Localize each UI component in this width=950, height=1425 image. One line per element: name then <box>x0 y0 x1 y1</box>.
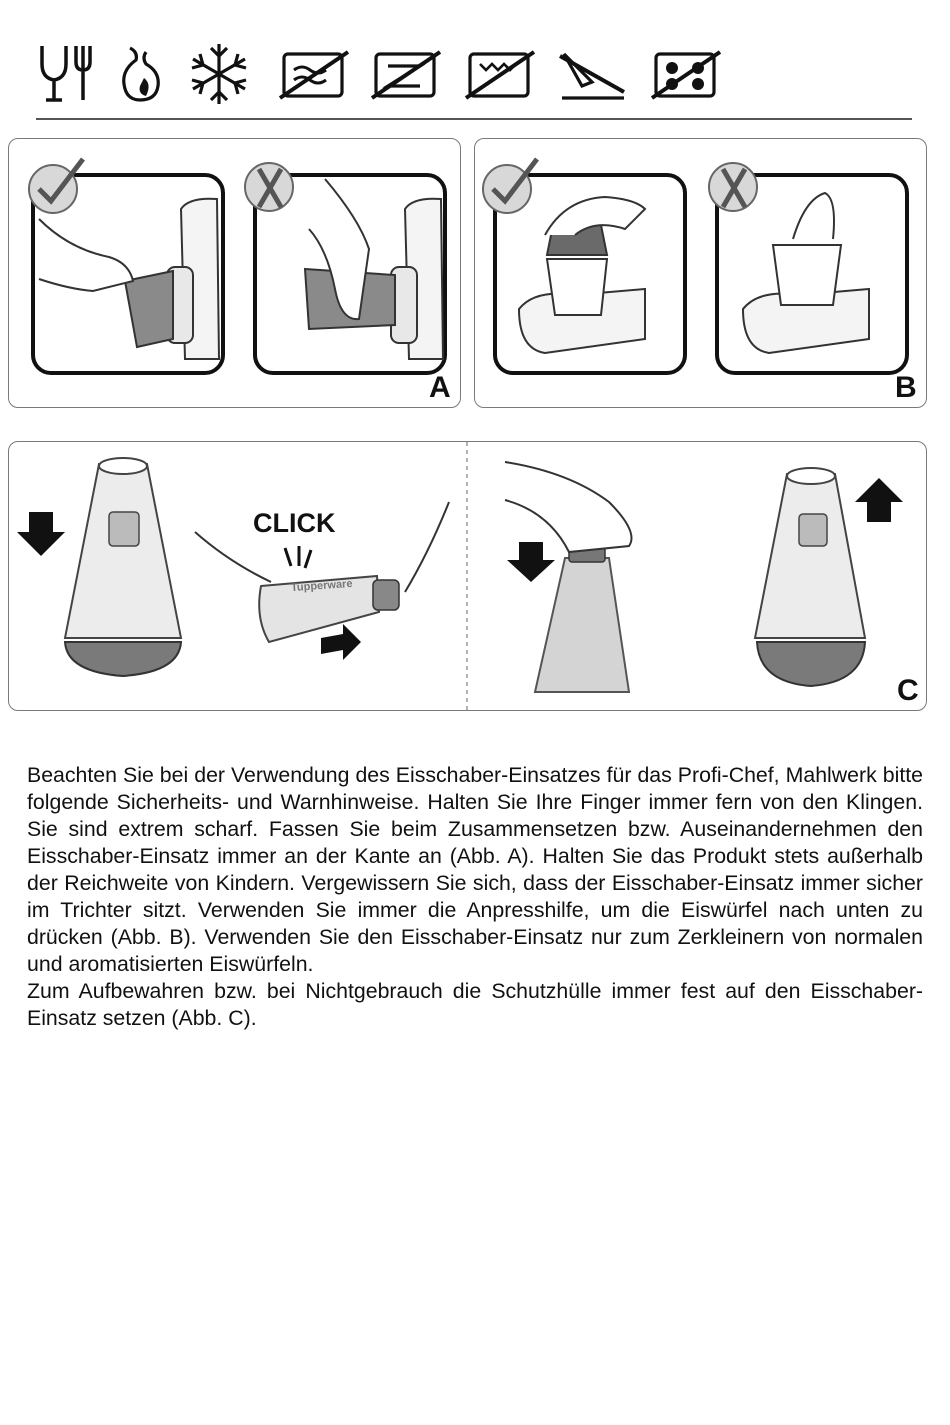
no-microwave-grill-icon <box>372 48 442 102</box>
no-hob-icon <box>652 48 722 102</box>
figure-a-panel <box>8 138 461 408</box>
freezer-icon <box>186 42 252 106</box>
no-knife-icon <box>558 46 628 104</box>
figure-a-label: A <box>429 371 451 404</box>
food-safe-icon <box>36 44 98 104</box>
safety-instructions <box>27 762 923 1032</box>
tupperware-brand-text: Tupperware <box>290 577 353 595</box>
figure-b-panel <box>474 138 927 408</box>
icon-divider <box>36 118 912 120</box>
cross-icon <box>241 159 297 215</box>
check-icon <box>25 153 89 217</box>
no-microwave-icon <box>280 48 350 102</box>
figure-c-illustration <box>9 442 926 710</box>
check-icon <box>479 153 543 217</box>
figure-c-label: C <box>897 674 919 707</box>
cross-icon <box>705 159 761 215</box>
instructions-paragraph-2: Zum Aufbewahren bzw. bei Nichtgebrauch die Schutzhülle immer fest auf den Eisschaber-Einsatz setzen (Abb. C). <box>27 979 923 1030</box>
no-oven-icon <box>466 48 536 102</box>
figure-b-label: B <box>895 371 917 404</box>
pear-fruit-icon <box>116 44 164 104</box>
instructions-paragraph-1: Beachten Sie bei der Verwendung des Eisschaber-Einsatzes für das Profi-Chef, Mahlwerk bitte folgende Sicherheits- und Warnhinweise. Halten Sie Ihre Finger immer fern von den Klingen. Sie sind extrem scharf. Fassen Sie beim Zusammensetzen bzw. Auseinandernehmen den Eisschaber-Einsatz immer an der Kante an (Abb. A). Halten Sie das Produkt stets außerhalb der Reichweite von Kindern. Vergewissern Sie sich, dass der Eisschaber-Einsatz immer sicher im Trichter sitzt. Verwenden Sie immer die Anpresshilfe, um die Eiswürfel nach unten zu drücken (Abb. B). Verwenden Sie den Eisschaber-Einsatz nur zum Zerkleinern von normalen und aromatisierten Eiswürfeln. <box>27 763 923 976</box>
click-label: CLICK <box>253 508 336 538</box>
figure-c-panel <box>8 441 927 711</box>
icon-row <box>36 40 726 108</box>
